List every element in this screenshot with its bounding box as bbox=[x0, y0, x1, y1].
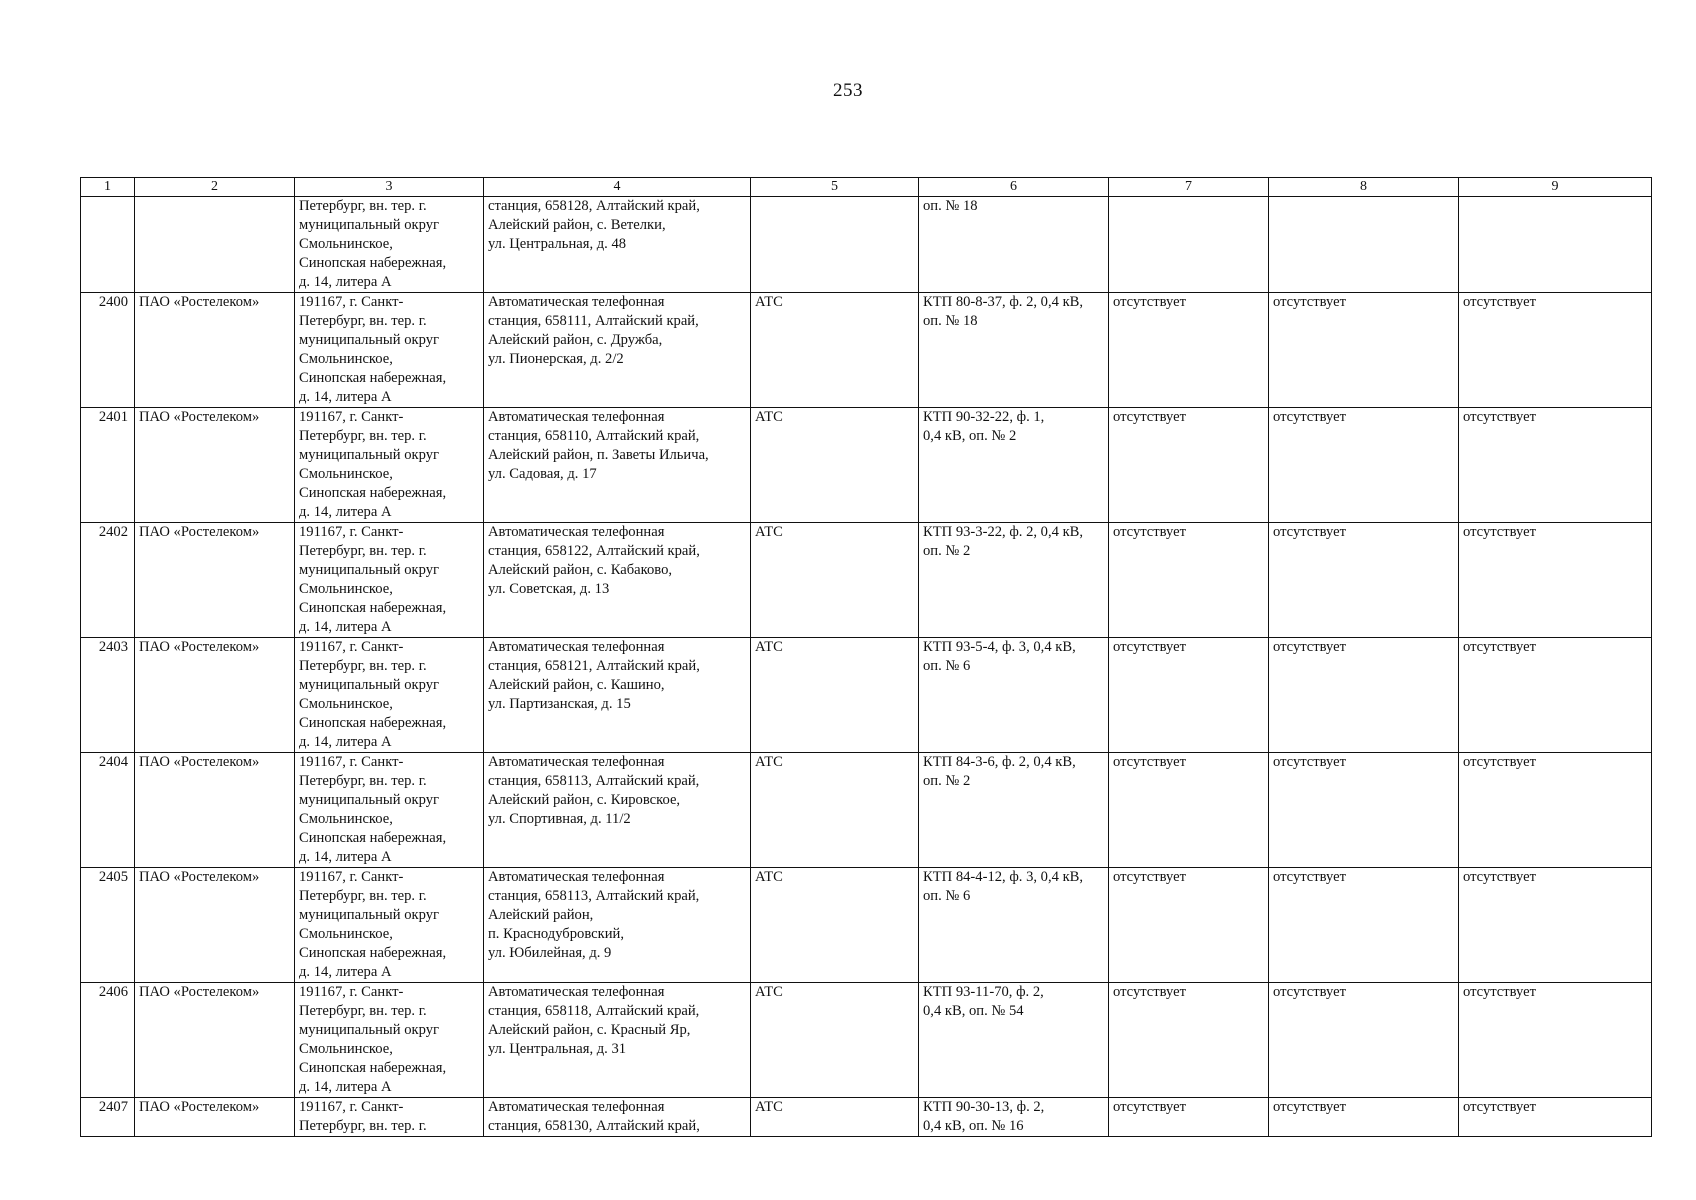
column-7-cell: отсутствует bbox=[1109, 983, 1269, 1098]
power-source-cell: КТП 80-8-37, ф. 2, 0,4 кВ, оп. № 18 bbox=[919, 293, 1109, 408]
column-header-6: 6 bbox=[919, 178, 1109, 197]
owner-cell: ПАО «Ростелеком» bbox=[135, 868, 295, 983]
table-row bbox=[81, 408, 1652, 523]
row-number-cell: 2402 bbox=[81, 523, 135, 638]
table-row bbox=[81, 638, 1652, 753]
type-cell: АТС bbox=[751, 408, 919, 523]
row-number-cell bbox=[81, 197, 135, 293]
address-cell: 191167, г. Санкт- Петербург, вн. тер. г. муниципальный округ Смольнинское, Синопская набережная, д. 14, литера А bbox=[295, 753, 484, 868]
type-cell: АТС bbox=[751, 983, 919, 1098]
column-header-3: 3 bbox=[295, 178, 484, 197]
column-9-cell: отсутствует bbox=[1459, 983, 1652, 1098]
column-7-cell: отсутствует bbox=[1109, 1098, 1269, 1137]
address-cell: Петербург, вн. тер. г. муниципальный округ Смольнинское, Синопская набережная, д. 14, литера А bbox=[295, 197, 484, 293]
owner-cell: ПАО «Ростелеком» bbox=[135, 638, 295, 753]
column-8-cell: отсутствует bbox=[1269, 638, 1459, 753]
table-row bbox=[81, 197, 1652, 293]
column-9-cell bbox=[1459, 197, 1652, 293]
address-cell: 191167, г. Санкт- Петербург, вн. тер. г. муниципальный округ Смольнинское, Синопская набережная, д. 14, литера А bbox=[295, 293, 484, 408]
row-number-cell: 2403 bbox=[81, 638, 135, 753]
power-source-cell: КТП 90-30-13, ф. 2, 0,4 кВ, оп. № 16 bbox=[919, 1098, 1109, 1137]
column-header-9: 9 bbox=[1459, 178, 1652, 197]
row-number-cell: 2407 bbox=[81, 1098, 135, 1137]
address-cell: 191167, г. Санкт- Петербург, вн. тер. г. муниципальный округ Смольнинское, Синопская набережная, д. 14, литера А bbox=[295, 638, 484, 753]
owner-cell: ПАО «Ростелеком» bbox=[135, 293, 295, 408]
column-8-cell: отсутствует bbox=[1269, 293, 1459, 408]
column-8-cell bbox=[1269, 197, 1459, 293]
address-cell: 191167, г. Санкт- Петербург, вн. тер. г. муниципальный округ Смольнинское, Синопская набережная, д. 14, литера А bbox=[295, 523, 484, 638]
page-number: 253 bbox=[833, 80, 863, 101]
object-cell: станция, 658128, Алтайский край, Алейский район, с. Ветелки, ул. Центральная, д. 48 bbox=[484, 197, 751, 293]
owner-cell: ПАО «Ростелеком» bbox=[135, 408, 295, 523]
row-number-cell: 2404 bbox=[81, 753, 135, 868]
row-number-cell: 2400 bbox=[81, 293, 135, 408]
address-cell: 191167, г. Санкт- Петербург, вн. тер. г. bbox=[295, 1098, 484, 1137]
column-7-cell: отсутствует bbox=[1109, 523, 1269, 638]
object-cell: Автоматическая телефонная станция, 658113, Алтайский край, Алейский район, с. Кировское, ул. Спортивная, д. 11/2 bbox=[484, 753, 751, 868]
type-cell: АТС bbox=[751, 293, 919, 408]
column-9-cell: отсутствует bbox=[1459, 753, 1652, 868]
object-cell: Автоматическая телефонная станция, 658111, Алтайский край, Алейский район, с. Дружба, ул. Пионерская, д. 2/2 bbox=[484, 293, 751, 408]
column-7-cell: отсутствует bbox=[1109, 638, 1269, 753]
column-9-cell: отсутствует bbox=[1459, 638, 1652, 753]
power-source-cell: КТП 90-32-22, ф. 1, 0,4 кВ, оп. № 2 bbox=[919, 408, 1109, 523]
table-row bbox=[81, 868, 1652, 983]
table-row bbox=[81, 753, 1652, 868]
type-cell bbox=[751, 197, 919, 293]
address-cell: 191167, г. Санкт- Петербург, вн. тер. г. муниципальный округ Смольнинское, Синопская набережная, д. 14, литера А bbox=[295, 868, 484, 983]
column-8-cell: отсутствует bbox=[1269, 983, 1459, 1098]
column-7-cell: отсутствует bbox=[1109, 868, 1269, 983]
power-source-cell: КТП 84-4-12, ф. 3, 0,4 кВ, оп. № 6 bbox=[919, 868, 1109, 983]
column-header-5: 5 bbox=[751, 178, 919, 197]
address-cell: 191167, г. Санкт- Петербург, вн. тер. г. муниципальный округ Смольнинское, Синопская набережная, д. 14, литера А bbox=[295, 983, 484, 1098]
object-cell: Автоматическая телефонная станция, 658113, Алтайский край, Алейский район, п. Краснодубровский, ул. Юбилейная, д. 9 bbox=[484, 868, 751, 983]
column-9-cell: отсутствует bbox=[1459, 523, 1652, 638]
column-9-cell: отсутствует bbox=[1459, 293, 1652, 408]
owner-cell: ПАО «Ростелеком» bbox=[135, 1098, 295, 1137]
column-7-cell: отсутствует bbox=[1109, 293, 1269, 408]
table-row bbox=[81, 1098, 1652, 1137]
column-header-2: 2 bbox=[135, 178, 295, 197]
column-8-cell: отсутствует bbox=[1269, 523, 1459, 638]
owner-cell bbox=[135, 197, 295, 293]
column-8-cell: отсутствует bbox=[1269, 408, 1459, 523]
column-7-cell: отсутствует bbox=[1109, 753, 1269, 868]
column-header-1: 1 bbox=[81, 178, 135, 197]
power-source-cell: КТП 84-3-6, ф. 2, 0,4 кВ, оп. № 2 bbox=[919, 753, 1109, 868]
table-row bbox=[81, 523, 1652, 638]
column-9-cell: отсутствует bbox=[1459, 868, 1652, 983]
row-number-cell: 2406 bbox=[81, 983, 135, 1098]
type-cell: АТС bbox=[751, 523, 919, 638]
object-cell: Автоматическая телефонная станция, 658121, Алтайский край, Алейский район, с. Кашино, ул. Партизанская, д. 15 bbox=[484, 638, 751, 753]
power-source-cell: КТП 93-11-70, ф. 2, 0,4 кВ, оп. № 54 bbox=[919, 983, 1109, 1098]
owner-cell: ПАО «Ростелеком» bbox=[135, 753, 295, 868]
object-cell: Автоматическая телефонная станция, 658118, Алтайский край, Алейский район, с. Красный Яр, ул. Центральная, д. 31 bbox=[484, 983, 751, 1098]
column-header-7: 7 bbox=[1109, 178, 1269, 197]
type-cell: АТС bbox=[751, 638, 919, 753]
row-number-cell: 2401 bbox=[81, 408, 135, 523]
column-7-cell: отсутствует bbox=[1109, 408, 1269, 523]
object-cell: Автоматическая телефонная станция, 658110, Алтайский край, Алейский район, п. Заветы Ильича, ул. Садовая, д. 17 bbox=[484, 408, 751, 523]
power-source-cell: оп. № 18 bbox=[919, 197, 1109, 293]
address-cell: 191167, г. Санкт- Петербург, вн. тер. г. муниципальный округ Смольнинское, Синопская набережная, д. 14, литера А bbox=[295, 408, 484, 523]
type-cell: АТС bbox=[751, 1098, 919, 1137]
type-cell: АТС bbox=[751, 868, 919, 983]
column-9-cell: отсутствует bbox=[1459, 408, 1652, 523]
column-8-cell: отсутствует bbox=[1269, 1098, 1459, 1137]
table-header-row bbox=[81, 178, 1652, 197]
table-row bbox=[81, 293, 1652, 408]
object-cell: Автоматическая телефонная станция, 658122, Алтайский край, Алейский район, с. Кабаково, ул. Советская, д. 13 bbox=[484, 523, 751, 638]
power-source-cell: КТП 93-3-22, ф. 2, 0,4 кВ, оп. № 2 bbox=[919, 523, 1109, 638]
column-7-cell bbox=[1109, 197, 1269, 293]
row-number-cell: 2405 bbox=[81, 868, 135, 983]
column-8-cell: отсутствует bbox=[1269, 868, 1459, 983]
column-9-cell: отсутствует bbox=[1459, 1098, 1652, 1137]
power-source-cell: КТП 93-5-4, ф. 3, 0,4 кВ, оп. № 6 bbox=[919, 638, 1109, 753]
column-8-cell: отсутствует bbox=[1269, 753, 1459, 868]
type-cell: АТС bbox=[751, 753, 919, 868]
owner-cell: ПАО «Ростелеком» bbox=[135, 523, 295, 638]
column-header-8: 8 bbox=[1269, 178, 1459, 197]
table-row bbox=[81, 983, 1652, 1098]
column-header-4: 4 bbox=[484, 178, 751, 197]
owner-cell: ПАО «Ростелеком» bbox=[135, 983, 295, 1098]
registry-table bbox=[80, 177, 1652, 1137]
object-cell: Автоматическая телефонная станция, 658130, Алтайский край, bbox=[484, 1098, 751, 1137]
